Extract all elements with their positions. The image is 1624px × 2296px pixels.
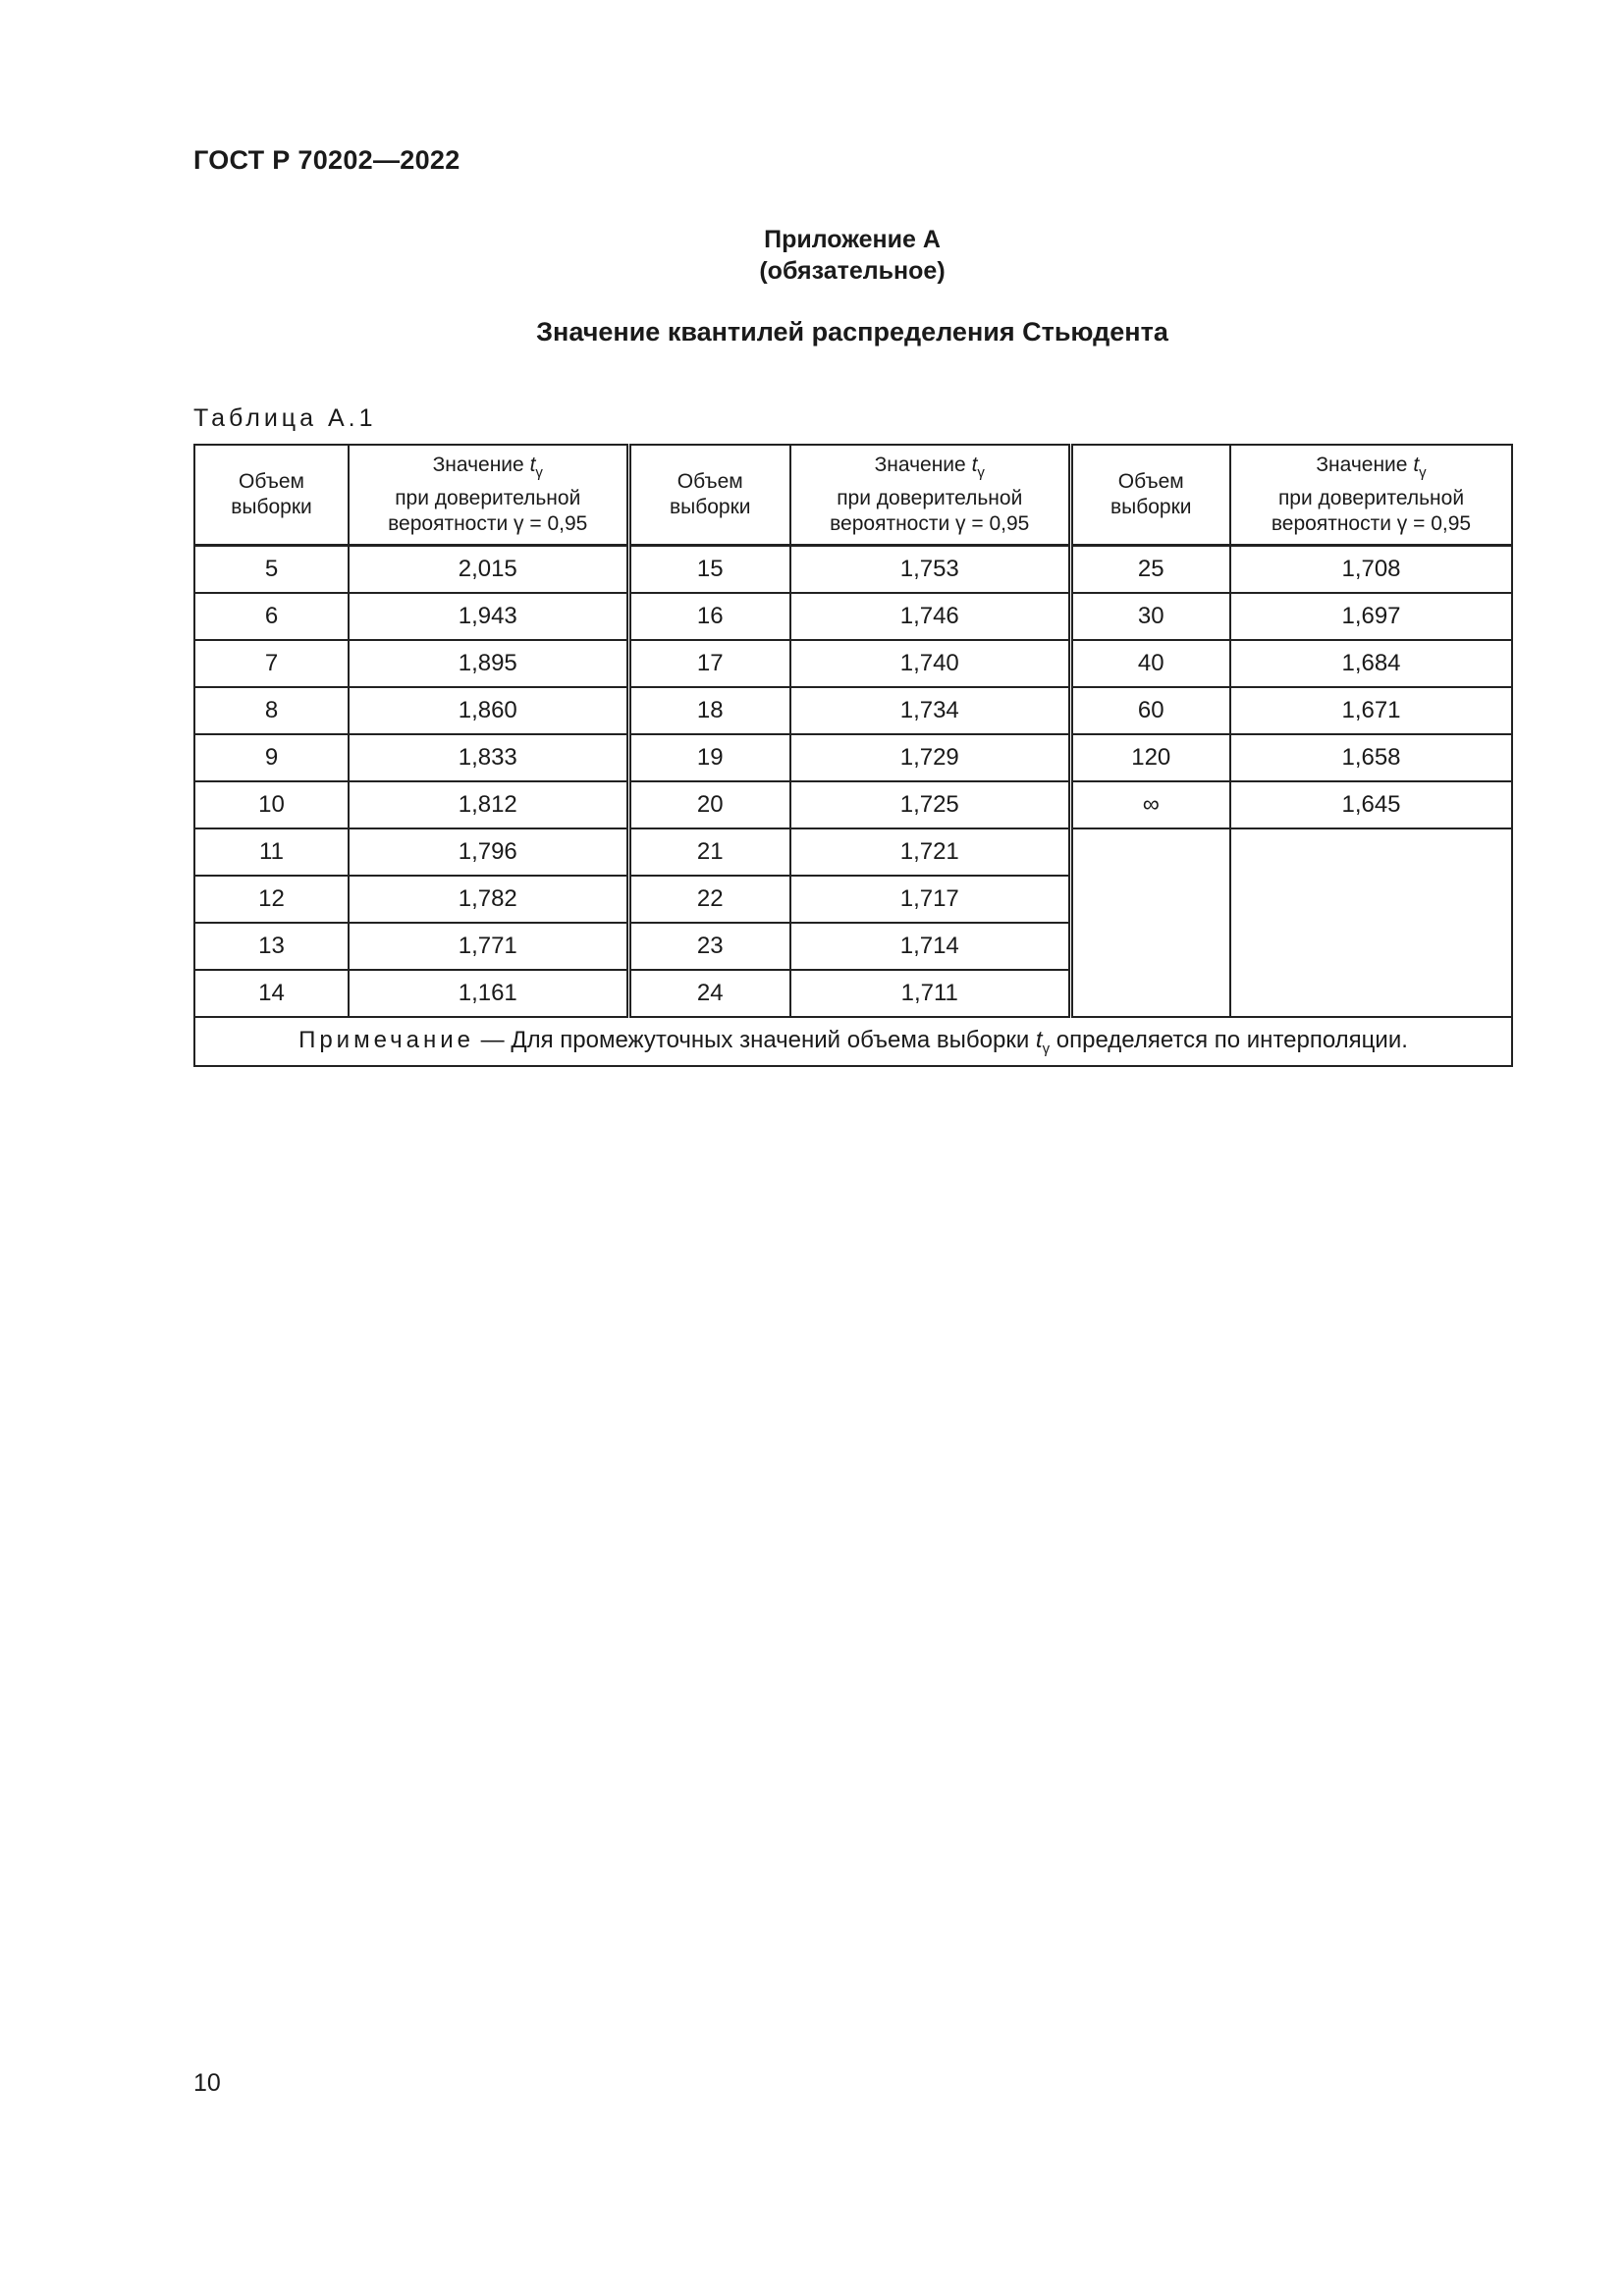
note-t-subscript: γ — [1042, 1040, 1051, 1057]
cell-t-value: 1,860 — [349, 687, 628, 734]
cell-t-value: 1,740 — [790, 640, 1070, 687]
cell-t-value: 2,015 — [349, 546, 628, 594]
note-text-after: определяется по интерполяции. — [1050, 1026, 1408, 1053]
note-label: Примечание — [298, 1026, 474, 1053]
table-row — [194, 734, 1512, 781]
header-t-line3: вероятности γ = 0,95 — [830, 512, 1030, 535]
cell-t-value: 1,658 — [1230, 734, 1512, 781]
header-t-line3: вероятности γ = 0,95 — [1271, 512, 1472, 535]
cell-sample-size: 21 — [628, 828, 790, 876]
cell-t-value: 1,895 — [349, 640, 628, 687]
cell-sample-size: ∞ — [1070, 781, 1230, 828]
header-t-symbol: t — [529, 454, 536, 476]
cell-t-value: 1,734 — [790, 687, 1070, 734]
student-quantile-table-container — [193, 444, 1511, 1067]
cell-t-value: 1,161 — [349, 970, 628, 1017]
header-sample-size — [628, 445, 790, 546]
cell-t-value: 1,645 — [1230, 781, 1512, 828]
table-caption: Таблица А.1 — [193, 404, 377, 432]
header-sample-size-line1: Объем — [239, 470, 304, 493]
cell-t-value: 1,782 — [349, 876, 628, 923]
header-t-line2: при доверительной — [837, 487, 1023, 509]
table-body — [194, 546, 1512, 1067]
cell-sample-size: 19 — [628, 734, 790, 781]
table-note — [194, 1017, 1512, 1066]
table-row — [194, 781, 1512, 828]
header-t-line3: вероятности γ = 0,95 — [388, 512, 588, 535]
header-sample-size — [194, 445, 349, 546]
table-row — [194, 593, 1512, 640]
annex-status: (обязательное) — [759, 257, 946, 285]
cell-t-value: 1,711 — [790, 970, 1070, 1017]
header-sample-size — [1070, 445, 1230, 546]
header-t-subscript: γ — [977, 464, 985, 481]
cell-t-value: 1,684 — [1230, 640, 1512, 687]
cell-sample-size: 120 — [1070, 734, 1230, 781]
cell-t-value: 1,943 — [349, 593, 628, 640]
cell-sample-size: 18 — [628, 687, 790, 734]
cell-t-value: 1,746 — [790, 593, 1070, 640]
cell-sample-size: 15 — [628, 546, 790, 594]
note-row — [194, 1017, 1512, 1066]
header-t-prefix: Значение — [874, 454, 972, 476]
header-t-symbol: t — [971, 454, 978, 476]
cell-sample-size: 22 — [628, 876, 790, 923]
cell-t-value: 1,714 — [790, 923, 1070, 970]
cell-t-value: 1,833 — [349, 734, 628, 781]
cell-t-value: 1,725 — [790, 781, 1070, 828]
cell-t-value: 1,812 — [349, 781, 628, 828]
cell-sample-size: 17 — [628, 640, 790, 687]
note-text-before: — Для промежуточных значений объема выборки — [474, 1026, 1036, 1053]
cell-t-value: 1,708 — [1230, 546, 1512, 594]
header-t-subscript: γ — [1419, 464, 1427, 481]
cell-sample-size: 5 — [194, 546, 349, 594]
header-sample-size-line1: Объем — [677, 470, 743, 493]
empty-cell — [1230, 828, 1512, 1017]
table-row — [194, 546, 1512, 594]
cell-t-value: 1,671 — [1230, 687, 1512, 734]
header-t-line2: при доверительной — [1277, 487, 1465, 509]
header-t-value — [349, 445, 628, 546]
header-t-subscript: γ — [535, 464, 543, 481]
annex-title: Приложение А — [764, 226, 941, 253]
cell-t-value: 1,717 — [790, 876, 1070, 923]
header-t-prefix: Значение — [1316, 454, 1414, 476]
cell-t-value: 1,796 — [349, 828, 628, 876]
cell-sample-size: 23 — [628, 923, 790, 970]
annex-heading: Значение квантилей распределения Стьюдента — [536, 317, 1168, 347]
cell-sample-size: 9 — [194, 734, 349, 781]
header-sample-size-line2: выборки — [669, 496, 751, 518]
cell-sample-size: 8 — [194, 687, 349, 734]
header-sample-size-line2: выборки — [231, 496, 312, 518]
cell-t-value: 1,729 — [790, 734, 1070, 781]
note-t-symbol: t — [1035, 1026, 1043, 1053]
header-t-symbol: t — [1413, 454, 1420, 476]
cell-sample-size: 13 — [194, 923, 349, 970]
cell-sample-size: 6 — [194, 593, 349, 640]
header-t-value — [1230, 445, 1512, 546]
cell-sample-size: 14 — [194, 970, 349, 1017]
header-row — [194, 445, 1512, 546]
page-number: 10 — [193, 2069, 221, 2097]
header-t-prefix: Значение — [432, 454, 530, 476]
cell-sample-size: 20 — [628, 781, 790, 828]
cell-sample-size: 16 — [628, 593, 790, 640]
cell-sample-size: 11 — [194, 828, 349, 876]
cell-t-value: 1,697 — [1230, 593, 1512, 640]
empty-cell — [1070, 828, 1230, 1017]
cell-sample-size: 24 — [628, 970, 790, 1017]
cell-sample-size: 12 — [194, 876, 349, 923]
header-sample-size-line2: выборки — [1110, 496, 1192, 518]
table-row — [194, 640, 1512, 687]
table-row — [194, 828, 1512, 876]
cell-sample-size: 10 — [194, 781, 349, 828]
cell-sample-size: 25 — [1070, 546, 1230, 594]
cell-t-value: 1,753 — [790, 546, 1070, 594]
cell-t-value: 1,771 — [349, 923, 628, 970]
cell-t-value: 1,721 — [790, 828, 1070, 876]
header-t-value — [790, 445, 1070, 546]
cell-sample-size: 60 — [1070, 687, 1230, 734]
cell-sample-size: 30 — [1070, 593, 1230, 640]
header-t-line2: при доверительной — [395, 487, 581, 509]
header-sample-size-line1: Объем — [1117, 470, 1184, 493]
table-header — [194, 445, 1512, 546]
cell-sample-size: 40 — [1070, 640, 1230, 687]
student-quantile-table — [193, 444, 1513, 1067]
table-row — [194, 687, 1512, 734]
cell-sample-size: 7 — [194, 640, 349, 687]
standard-code: ГОСТ Р 70202—2022 — [193, 145, 460, 175]
